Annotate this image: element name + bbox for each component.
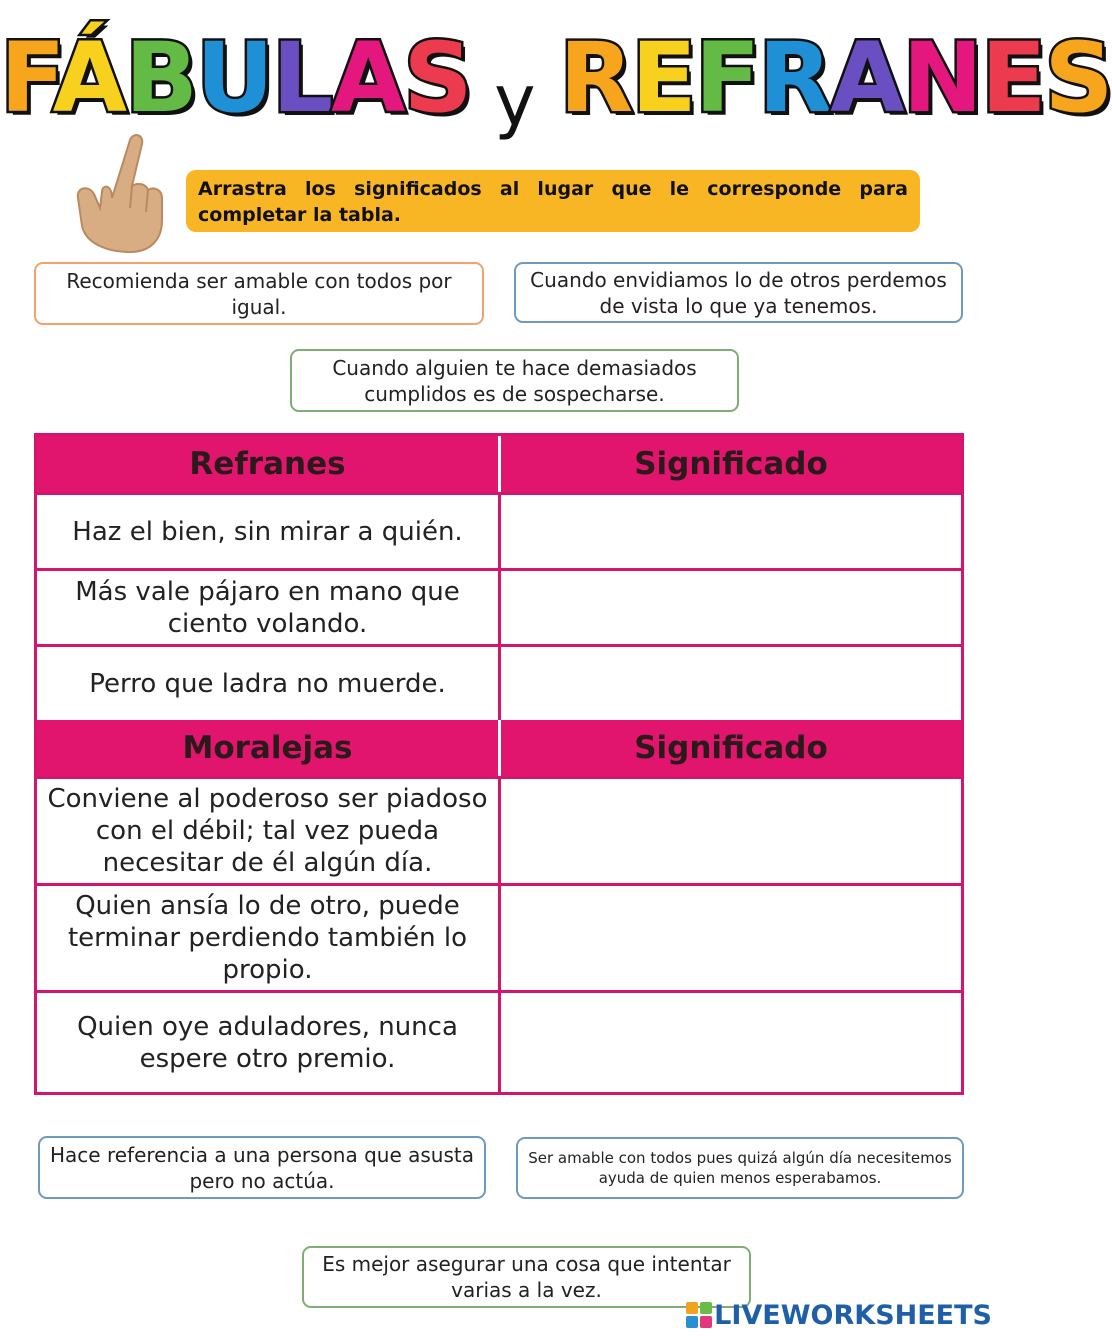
title-letter: U [196,22,272,134]
title-letter: F [0,22,53,134]
title-letter: F [694,22,759,134]
title-letter: S [403,22,471,134]
drop-zone[interactable] [501,886,961,990]
table-row [37,492,961,568]
refran-text: Perro que ladra no muerde. [37,647,501,720]
logo-square [686,1316,698,1328]
worksheet-title [0,18,1112,142]
logo-square [700,1302,712,1314]
table-row [37,883,961,990]
title-letter: R [758,22,831,134]
liveworksheets-logo-text: LIVEWORKSHEETS [714,1299,992,1331]
instruction-banner: Arrastra los significados al lugar que le corresponde para completar la tabla. [186,170,920,232]
title-letter: N [902,22,981,134]
title-letter: A [830,22,903,134]
table-row [37,776,961,883]
table-header-moralejas [37,720,961,776]
moraleja-text: Quien oye aduladores, nunca espere otro premio. [37,993,501,1092]
column-header-significado: Significado [634,446,828,482]
column-header-moralejas: Moralejas [37,720,501,776]
meaning-card[interactable]: Cuando envidiamos lo de otros perdemos de vista lo que ya tenemos. [514,262,963,323]
drop-zone[interactable] [501,993,961,1092]
moraleja-text: Conviene al poderoso ser piadoso con el débil; tal vez pueda necesitar de él algún día. [37,779,501,883]
meaning-card[interactable]: Recomienda ser amable con todos por igual. [34,262,484,325]
title-word-fabulas [0,22,471,134]
title-letter: E [631,22,695,134]
liveworksheets-logo-icon [686,1302,712,1328]
refran-text: Más vale pájaro en mano que ciento volando. [37,571,501,644]
column-header-significado: Significado [634,730,828,766]
title-letter: A [331,22,404,134]
title-conjunction: y [494,60,536,142]
column-header-refranes: Refranes [37,436,501,492]
title-letter: R [559,22,632,134]
logo-square [700,1316,712,1328]
drop-zone[interactable] [501,647,961,720]
title-letter: E [980,22,1045,134]
drop-zone[interactable] [501,779,961,883]
meaning-card[interactable]: Es mejor asegurar una cosa que intentar varias a la vez. [302,1246,751,1308]
pointing-hand-icon [72,128,168,256]
meaning-card[interactable]: Hace referencia a una persona que asusta pero no actúa. [38,1136,486,1199]
meaning-card[interactable]: Ser amable con todos pues quizá algún día necesitemos ayuda de quien menos esperabamos. [516,1137,964,1199]
meaning-card[interactable]: Cuando alguien te hace demasiados cumplidos es de sospecharse. [290,349,739,412]
drop-zone[interactable] [501,495,961,568]
table-row [37,644,961,720]
title-letter: B [124,22,197,134]
moraleja-text: Quien ansía lo de otro, puede terminar perdiendo también lo propio. [37,886,501,990]
refran-text: Haz el bien, sin mirar a quién. [37,495,501,568]
title-letter: S [1044,22,1112,134]
table-row [37,568,961,644]
title-letter: L [271,22,332,134]
liveworksheets-logo [686,1300,992,1330]
table-header-refranes [37,436,961,492]
drop-zone[interactable] [501,571,961,644]
meanings-table [34,433,964,1095]
title-letter: Á [52,22,125,134]
logo-square [686,1302,698,1314]
title-word-refranes [559,22,1111,134]
table-row [37,990,961,1092]
